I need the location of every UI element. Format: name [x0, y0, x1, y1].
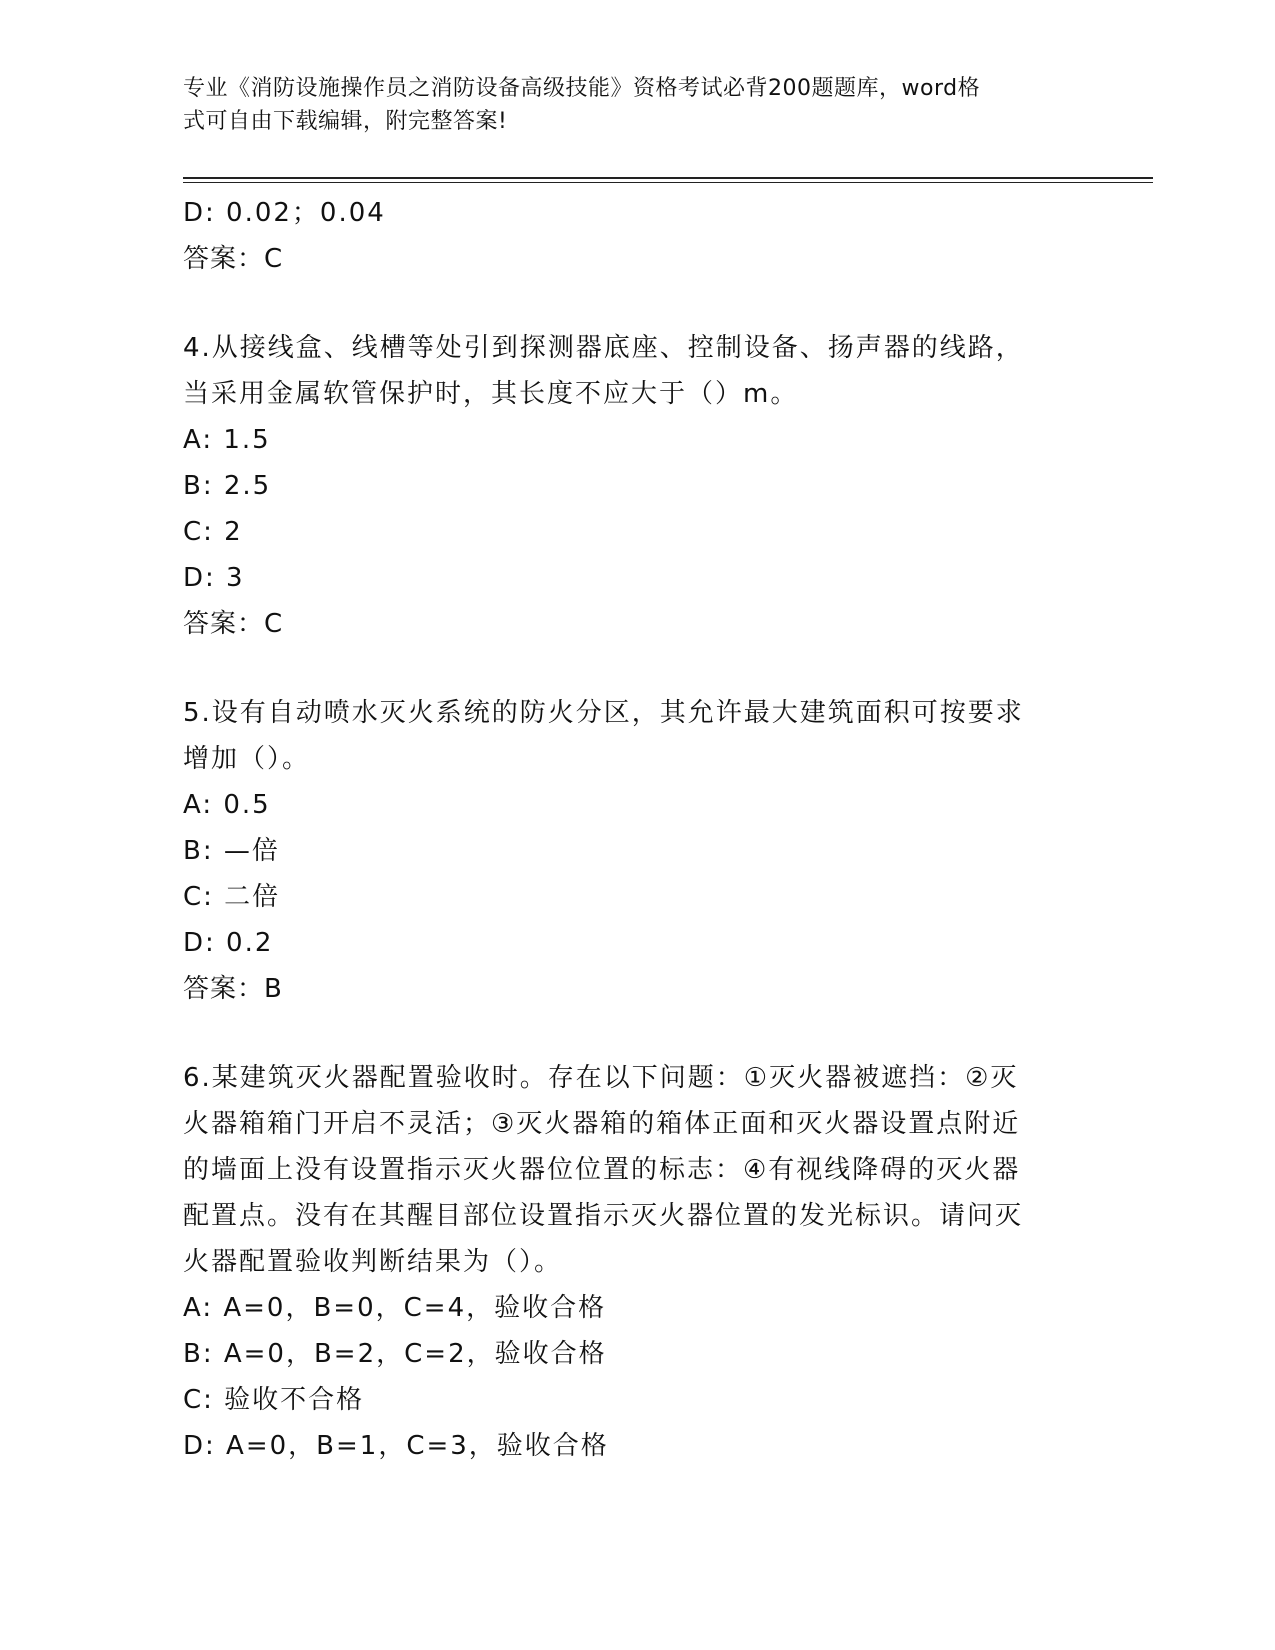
question-4-answer: 答案：C [183, 609, 284, 639]
question-6-option-d: D: A=0，B=1，C=3，验收合格 [183, 1431, 609, 1461]
header-line-1: 专业《消防设施操作员之消防设备高级技能》资格考试必背200题题库，word格 [183, 76, 981, 101]
question-6-option-b: B: A=0，B=2，C=2，验收合格 [183, 1339, 607, 1369]
question-5 [183, 690, 1063, 1012]
question-5-option-d: D: 0.2 [183, 928, 274, 958]
question-content [183, 190, 1063, 1469]
header-divider-thick [183, 177, 1153, 179]
question-4 [183, 325, 1063, 647]
question-6-text-line-3: 的墙面上没有设置指示灭火器位位置的标志：④有视线降碍的灭火器 [183, 1155, 1021, 1185]
question-6-text-line-2: 火器箱箱门开启不灵活；③灭火器箱的箱体正面和灭火器设置点附近 [183, 1109, 1021, 1139]
question-6 [183, 1055, 1063, 1469]
spacer [183, 282, 1063, 325]
spacer [183, 647, 1063, 690]
question-4-option-c: C: 2 [183, 517, 243, 547]
header-divider-thin [183, 182, 1153, 183]
prev-answer: 答案：C [183, 244, 284, 274]
question-4-option-d: D: 3 [183, 563, 245, 593]
question-6-option-a: A: A=0，B=0，C=4，验收合格 [183, 1293, 607, 1323]
question-4-option-b: B: 2.5 [183, 471, 272, 501]
question-5-answer: 答案：B [183, 974, 283, 1004]
question-5-text-line-2: 增加（）。 [183, 744, 311, 774]
question-5-option-c: C: 二倍 [183, 882, 281, 912]
question-6-text-line-1: 6.某建筑灭火器配置验收时。存在以下问题：①灭火器被遮挡：②灭 [183, 1063, 1019, 1093]
spacer [183, 1012, 1063, 1055]
question-5-option-b: B: —倍 [183, 836, 280, 866]
question-6-option-c: C: 验收不合格 [183, 1385, 365, 1415]
question-4-text-line-2: 当采用金属软管保护时，其长度不应大于（）m。 [183, 379, 799, 409]
question-5-option-a: A: 0.5 [183, 790, 271, 820]
document-header [183, 72, 1063, 138]
question-5-text-line-1: 5.设有自动喷水灭火系统的防火分区，其允许最大建筑面积可按要求 [183, 698, 1024, 728]
header-line-2: 式可自由下载编辑，附完整答案! [183, 109, 508, 134]
question-6-text-line-4: 配置点。没有在其醒目部位设置指示灭火器位置的发光标识。请问灭 [183, 1201, 1024, 1231]
question-6-text-line-5: 火器配置验收判断结果为（）。 [183, 1247, 563, 1277]
question-4-text-line-1: 4.从接线盒、线槽等处引到探测器底座、控制设备、扬声器的线路， [183, 333, 1024, 363]
prev-option-d: D: 0.02；0.04 [183, 198, 386, 228]
question-4-option-a: A: 1.5 [183, 425, 271, 455]
